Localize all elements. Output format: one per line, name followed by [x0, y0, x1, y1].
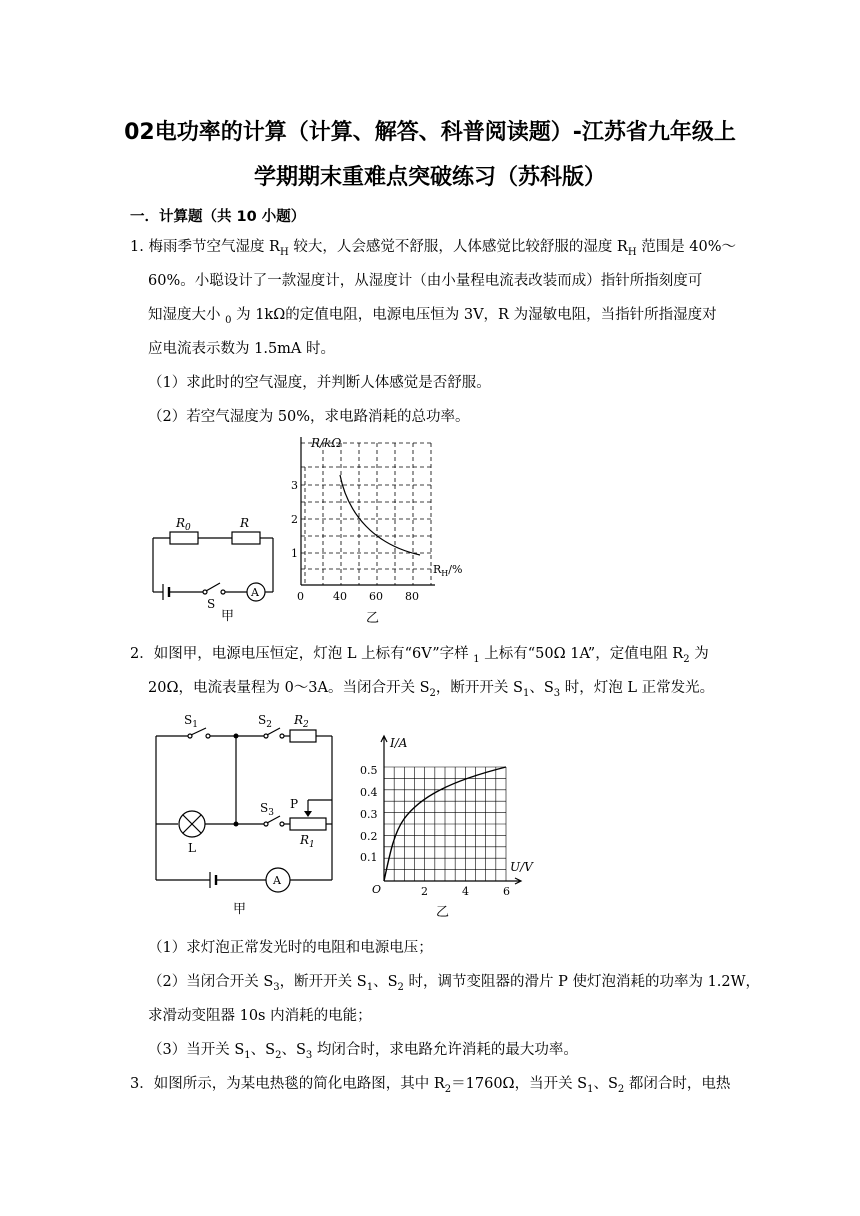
q1-graph-ylabel: R/kΩ — [311, 436, 342, 450]
q2-label-r2: $R_2$ — [294, 713, 309, 730]
q1-graph-figure — [285, 435, 485, 615]
q2-subquestion-3: （3）当开关 $S_1$、$S_2$、$S_3$ 均闭合时，求电路允许消耗的最大功率。 — [148, 1042, 578, 1061]
q2-graph-ytick-0-5: 0.5 — [360, 764, 378, 777]
q1-label-s: S — [207, 597, 216, 611]
q2-label-s1: $S_1$ — [184, 713, 198, 730]
q1-label-ammeter: A — [251, 586, 259, 599]
q1-graph-grid — [301, 443, 431, 585]
q1-graph-xtick-40: 40 — [333, 590, 347, 603]
q2-label-p: P — [290, 797, 299, 811]
q1-line-1: 1. 梅雨季节空气湿度 $R_H$ 较大，人会感觉不舒服，人体感觉比较舒服的湿度 $R_H$ 范围是 40%～ — [130, 239, 737, 258]
q2-label-s3: $S_3$ — [260, 801, 274, 818]
q2-graph-xlabel: U/V — [510, 860, 533, 874]
q2-graph-ytick-0-1: 0.1 — [360, 851, 378, 864]
q2-graph-xtick-4: 4 — [462, 885, 469, 898]
q1-graph-xtick-0: 0 — [297, 590, 304, 603]
q1-figure-b-caption: 乙 — [366, 611, 380, 626]
q2-subquestion-2-cont: 求滑动变阻器 10s 内消耗的电能； — [148, 1008, 372, 1024]
q1-graph-ytick-2: 2 — [291, 513, 298, 526]
q2-circuit-figure — [148, 712, 348, 902]
q1-graph-curve — [340, 475, 420, 555]
q1-line-2: 60%。小聪设计了一款湿度计，从湿度计（由小量程电流表改装而成）指针所指刻度可 — [148, 273, 703, 289]
q1-line-3: 知湿度大小 $_0$ 为 1kΩ的定值电阻，电源电压恒为 3V，R 为湿敏电阻，当指针所指湿度对 — [148, 307, 717, 326]
q1-graph-xlabel: $R_H/\%$ — [433, 563, 463, 578]
q1-graph-xtick-80: 80 — [405, 590, 419, 603]
q2-figure-a-caption: 甲 — [233, 902, 247, 917]
q2-label-s2: $S_2$ — [258, 713, 272, 730]
q2-graph-origin: O — [372, 883, 382, 896]
q2-graph-grid — [384, 767, 506, 881]
document-title-line-2: 学期期末重难点突破练习（苏科版） — [253, 165, 606, 190]
q2-label-r1: $R_1$ — [300, 833, 315, 850]
q1-graph-ytick-3: 3 — [291, 479, 298, 492]
q2-graph-ylabel: I/A — [390, 736, 408, 750]
q1-figure-a-caption: 甲 — [221, 609, 235, 624]
q2-graph-xtick-2: 2 — [421, 885, 428, 898]
q2-subquestion-1: （1）求灯泡正常发光时的电阻和电源电压； — [148, 940, 433, 956]
q2-label-lamp: L — [188, 841, 196, 855]
q2-graph-xtick-6: 6 — [503, 885, 510, 898]
q2-figure-b-caption: 乙 — [436, 905, 450, 920]
q2-graph-ytick-0-4: 0.4 — [360, 786, 378, 799]
q1-line-4: 应电流表示数为 1.5mA 时。 — [148, 341, 335, 357]
q1-graph-xtick-60: 60 — [369, 590, 383, 603]
q2-graph-figure — [360, 733, 540, 923]
q1-graph-ytick-1: 1 — [291, 547, 298, 560]
q1-circuit-figure — [145, 510, 285, 620]
q1-subquestion-2: （2）若空气湿度为 50%，求电路消耗的总功率。 — [148, 409, 470, 425]
q1-subquestion-1: （1）求此时的空气湿度，并判断人体感觉是否舒服。 — [148, 375, 491, 391]
q2-graph-ytick-0-3: 0.3 — [360, 808, 378, 821]
q1-label-r0: $R_0$ — [176, 516, 191, 533]
section-heading: 一．计算题（共 10 小题） — [130, 209, 306, 225]
q2-label-ammeter: A — [273, 874, 281, 887]
q2-subquestion-2: （2）当闭合开关 $S_3$，断开开关 $S_1$、$S_2$ 时，调节变阻器的滑片 P 使灯泡消耗的功率为 1.2W， — [148, 974, 761, 993]
document-title-line-1: 02电功率的计算（计算、解答、科普阅读题）-江苏省九年级上 — [124, 120, 736, 145]
q1-label-r: R — [240, 516, 250, 530]
q2-line-2: 20Ω，电流表量程为 0～3A。当闭合开关 $S_2$，断开开关 $S_1$、$S_3$ 时，灯泡 L 正常发光。 — [148, 680, 715, 699]
q2-graph-ytick-0-2: 0.2 — [360, 830, 378, 843]
q3-line-1: 3．如图所示，为某电热毯的简化电路图，其中 $R_2=1760\Omega$，当开关 $S_1$、$S_2$ 都闭合时，电热 — [130, 1076, 731, 1095]
q2-line-1: 2．如图甲，电源电压恒定，灯泡 L 上标有“6V”字样 $_1$ 上标有“50Ω 1A”，定值电阻 $R_2$ 为 — [130, 646, 709, 665]
